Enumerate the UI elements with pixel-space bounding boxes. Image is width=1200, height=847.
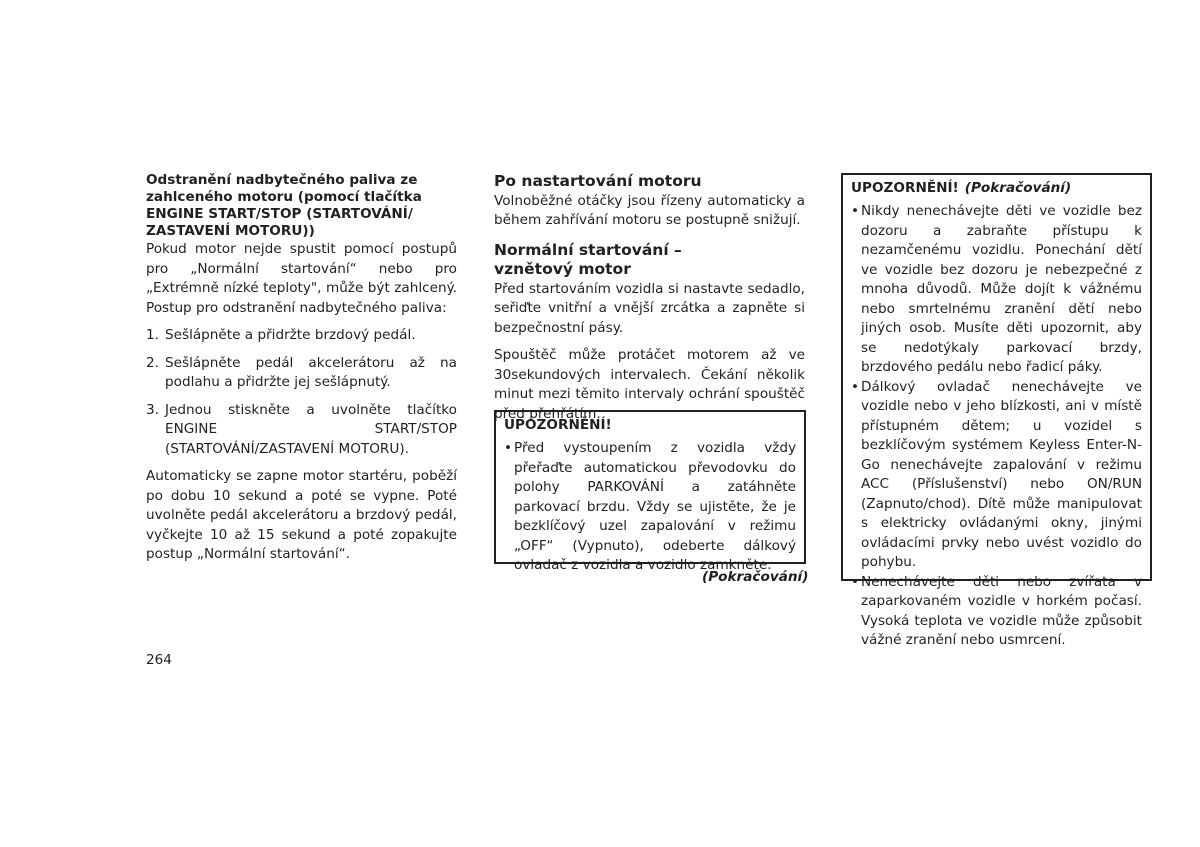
warning-box-middle [494,410,806,573]
steps-list [146,326,457,459]
bullet-icon: • [851,203,860,219]
warning-title: UPOZORNĚNÍ! [504,417,612,433]
continued-note: (Pokračování) [702,569,809,585]
bullet-icon: • [851,378,860,395]
after-start-paragraph: Volnoběžné otáčky jsou řízeny automaticky a během zahřívání motoru se postupně snižují. [494,192,805,228]
intro-paragraph: Pokud motor nejde spustit pomocí postupů pro „Normální startování“ nebo pro „Extrémně nízké teploty", může být zahlcený. Postup pro odstranění nadbytečného paliva: [146,241,457,316]
warning-bullets [851,202,1142,651]
list-item: 3. Jednou stiskněte a uvolněte tlačítko ENGINE START/STOP (STARTOVÁNÍ/ZASTAVENÍ MOTORU). [146,401,457,457]
section-heading-after-start: Po nastartování motoru [494,172,702,190]
warning-bullets [504,439,796,576]
page-number: 264 [146,652,172,668]
warning-box-right [841,173,1152,648]
bullet-icon: • [851,573,860,590]
starter-paragraph: Spouštěč může protáčet motorem až ve 30sekundových intervalech. Čekání několik minut mezi těmito intervaly ochrání spouštěč před přehřátím. [494,347,805,422]
list-item: • Nenechávejte děti nebo zvířata v zaparkovaném vozidle v horkém počasí. Vysoká teplota ve vozidle může způsobit vážné zranění nebo usmrcení. [851,573,1142,648]
list-item: • Dálkový ovladač nenechávejte ve vozidle nebo v jeho blízkosti, ani v místě přístupném dětem; u vozidel s bezklíčovým systémem Keyless Enter-N-Go nenechávejte zapalování v režimu ACC (Příslušenství) nebo ON/RUN (Zapnuto/chod). Dítě může manipulovat s elektricky ovládanými okny, jinými ovládacími prvky nebo uvést vozidlo do pohybu. [851,378,1142,570]
section-heading-diesel-start: Normální startování – vznětový motor [494,240,682,278]
list-item: • Nikdy nenechávejte děti ve vozidle bez dozoru a zabraňte přístupu k nezamčenému vozidlu. Ponechání dětí ve vozidle bez dozoru je nebezpečné z mnoha důvodů. Může dojít k vážnému nebo smrtelnému zranění dětí nebo jiných osob. Musíte děti upozornit, aby se nedotýkaly parkovací brzdy, brzdového pedálu nebo řadicí páky. [851,203,1142,375]
column-middle [494,172,805,424]
list-item: 1. Sešlápněte a přidržte brzdový pedál. [146,327,416,343]
list-item: 2. Sešlápněte pedál akcelerátoru až na podlahu a přidržte jej sešlápnutý. [146,354,457,390]
warning-title: UPOZORNĚNÍ! (Pokračování) [851,180,1072,196]
list-item: • Před vystoupením z vozidla vždy přeřaďte automatickou převodovku do polohy PARKOVÁNÍ a zatáhněte parkovací brzdu. Vždy se ujistěte, že je bezklíčový uzel zapalování v režimu „OFF“ (Vypnuto), odeberte dálkový ovladač z vozidla a vozidlo zamkněte. [504,440,796,573]
outro-paragraph: Automaticky se zapne motor startéru, poběží po dobu 10 sekund a poté se vypne. Poté uvolněte pedál akcelerátoru a brzdový pedál, vyčkejte 10 až 15 sekund a poté zopakujte postup „Normální startování“. [146,468,457,562]
warning-title-continued: (Pokračování) [964,180,1072,196]
column-left [146,172,457,565]
section-heading-flooded-engine: Odstranění nadbytečného paliva ze zahlceného motoru (pomocí tlačítka ENGINE START/STOP (STARTOVÁNÍ/ ZASTAVENÍ MOTORU)) [146,172,422,239]
diesel-start-paragraph: Před startováním vozidla si nastavte sedadlo, seřiďte vnitřní a vnější zrcátka a zapněte si bezpečnostní pásy. [494,280,805,336]
bullet-icon: • [504,440,513,456]
